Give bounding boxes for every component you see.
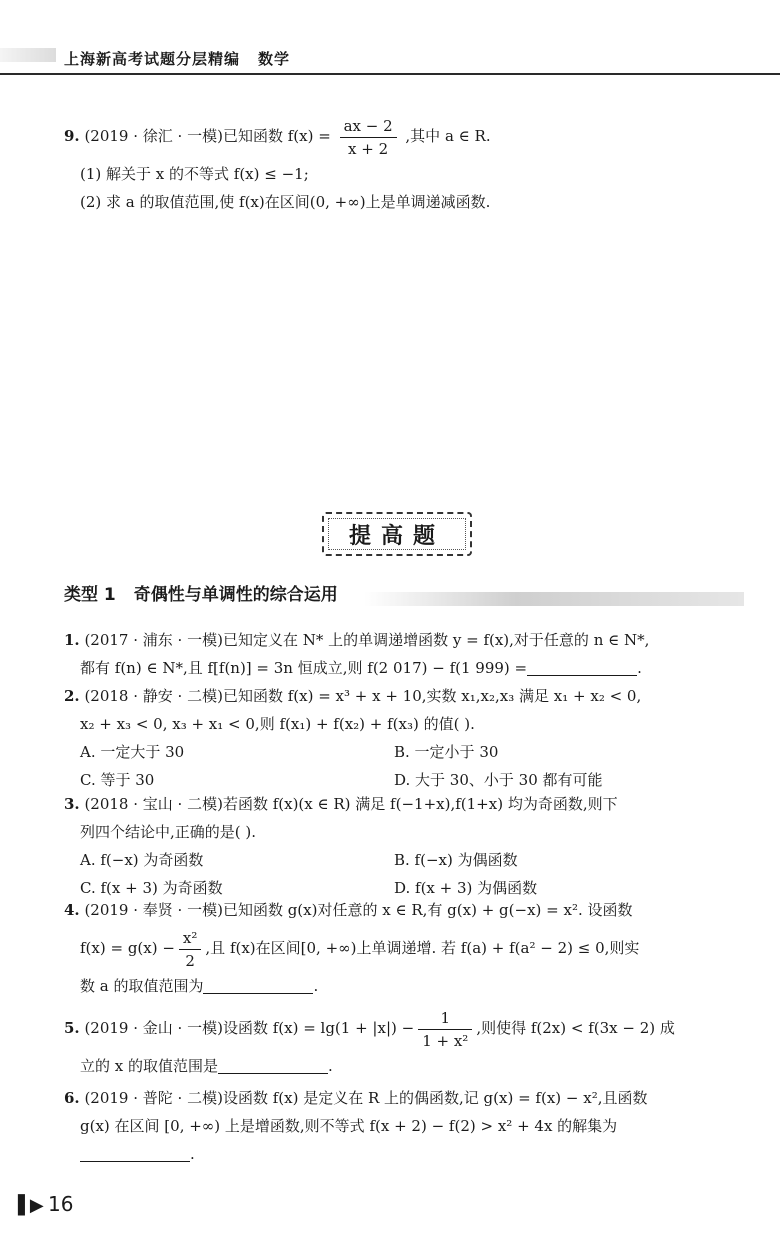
question-text: ,且 f(x)在区间[0, +∞)上单调递增. 若 f(a) + f(a² − 2) ≤ 0,则实 (205, 939, 640, 957)
section-title-box (322, 512, 472, 556)
answer-blank (80, 1145, 190, 1162)
fraction-denominator: 1 + x² (422, 1031, 469, 1050)
question-text: f(x) = g(x) − (80, 939, 175, 957)
question-number: 9. (64, 127, 80, 145)
question-9 (64, 112, 754, 216)
type-heading (64, 578, 704, 612)
type-label: 类型 1 (64, 585, 116, 605)
question-number: 1. (64, 631, 80, 649)
answer-blank (527, 659, 637, 676)
question-6 (64, 1084, 754, 1168)
question-5 (64, 1004, 754, 1080)
question-6-line-1 (64, 1084, 754, 1112)
fraction-numerator: x² (179, 927, 201, 950)
question-3 (64, 790, 754, 902)
question-text: (2019 · 金山 · 一模)设函数 f(x) = lg(1 + |x|) − (84, 1019, 415, 1037)
question-3-line-1 (64, 790, 754, 818)
options-row (64, 846, 754, 874)
question-5-line-1 (64, 1004, 754, 1052)
options-row (64, 738, 754, 766)
answer-blank (218, 1057, 328, 1074)
fraction-numerator: 1 (418, 1007, 472, 1030)
fraction (418, 1007, 472, 1052)
question-5-line-2 (64, 1052, 754, 1080)
section-title: 提高题 (328, 518, 466, 550)
question-1-line-1 (64, 626, 754, 654)
question-2 (64, 682, 754, 794)
question-9-part-2: (2) 求 a 的取值范围,使 f(x)在区间(0, +∞)上是单调递减函数. (80, 193, 491, 211)
question-4-line-2 (64, 924, 754, 972)
fraction-numerator: ax − 2 (340, 115, 397, 138)
option-d: D. 大于 30、小于 30 都有可能 (394, 771, 603, 789)
question-text: . (637, 659, 642, 677)
question-6-line-3 (64, 1140, 754, 1168)
question-2-line-2: x₂ + x₃ < 0, x₃ + x₁ < 0,则 f(x₁) + f(x₂) + f(x₃) 的值( ). (80, 715, 475, 733)
page-number: 16 (48, 1192, 74, 1216)
question-6-line-2: g(x) 在区间 [0, +∞) 上是增函数,则不等式 f(x + 2) − f(2) > x² + 4x 的解集为 (80, 1117, 618, 1135)
question-text: 立的 x 的取值范围是 (80, 1057, 218, 1075)
question-1 (64, 626, 754, 682)
page-footer (18, 1192, 74, 1216)
question-2-line-1 (64, 682, 754, 710)
fraction-denominator: x + 2 (348, 139, 389, 158)
option-c: C. 等于 30 (80, 771, 155, 789)
question-text: (2018 · 静安 · 二模)已知函数 f(x) = x³ + x + 10,实数 x₁,x₂,x₃ 满足 x₁ + x₂ < 0, (84, 687, 642, 705)
question-number: 3. (64, 795, 80, 813)
question-text: 都有 f(n) ∈ N*,且 f[f(n)] = 3n 恒成立,则 f(2 017) − f(1 999) = (80, 659, 528, 677)
question-source: (2019 · 徐汇 · 一模)已知函数 (84, 127, 288, 145)
question-text: (2018 · 宝山 · 二模)若函数 f(x)(x ∈ R) 满足 f(−1+x),f(1+x) 均为奇函数,则下 (84, 795, 618, 813)
fraction (179, 927, 201, 972)
type-title: 奇偶性与单调性的综合运用 (133, 585, 338, 605)
option-c: C. f(x + 3) 为奇函数 (80, 879, 223, 897)
fraction (340, 115, 397, 160)
page-arrow-icon: ▌▶ (18, 1195, 42, 1216)
question-number: 2. (64, 687, 80, 705)
function-lhs: f(x) = (287, 127, 331, 145)
stem-tail: ,其中 a ∈ R. (405, 127, 491, 145)
question-text: . (328, 1057, 333, 1075)
question-text: 数 a 的取值范围为 (80, 977, 204, 995)
question-text: . (313, 977, 319, 995)
option-a: A. 一定大于 30 (80, 743, 185, 761)
option-b: B. f(−x) 为偶函数 (394, 851, 518, 869)
header-rule (0, 73, 780, 75)
heading-shade (364, 592, 744, 606)
running-header (0, 40, 780, 74)
option-b: B. 一定小于 30 (394, 743, 499, 761)
question-4 (64, 896, 754, 1000)
book-title-text: 上海新高考试题分层精编 (64, 50, 241, 68)
question-text: ,则使得 f(2x) < f(3x − 2) 成 (476, 1019, 675, 1037)
option-a: A. f(−x) 为奇函数 (80, 851, 204, 869)
fraction-denominator: 2 (185, 951, 195, 970)
question-3-line-2: 列四个结论中,正确的是( ). (80, 823, 257, 841)
question-number: 4. (64, 901, 80, 919)
question-text: (2019 · 奉贤 · 一模)已知函数 g(x)对任意的 x ∈ R,有 g(x) + g(−x) = x². 设函数 (84, 901, 633, 919)
subject-label: 数学 (258, 50, 291, 68)
option-d: D. f(x + 3) 为偶函数 (394, 879, 538, 897)
question-4-line-3 (64, 972, 754, 1000)
header-band (0, 48, 56, 62)
question-9-part-1: (1) 解关于 x 的不等式 f(x) ≤ −1; (80, 165, 309, 183)
question-text: (2017 · 浦东 · 一模)已知定义在 N* 上的单调递增函数 y = f(x),对于任意的 n ∈ N*, (84, 631, 650, 649)
answer-blank (203, 977, 313, 994)
question-number: 5. (64, 1019, 80, 1037)
question-text: . (190, 1145, 195, 1163)
question-1-line-2 (64, 654, 754, 682)
question-9-stem (64, 112, 754, 160)
book-title (64, 48, 290, 69)
question-number: 6. (64, 1089, 80, 1107)
question-4-line-1 (64, 896, 754, 924)
question-text: (2019 · 普陀 · 二模)设函数 f(x) 是定义在 R 上的偶函数,记 g(x) = f(x) − x²,且函数 (84, 1089, 648, 1107)
